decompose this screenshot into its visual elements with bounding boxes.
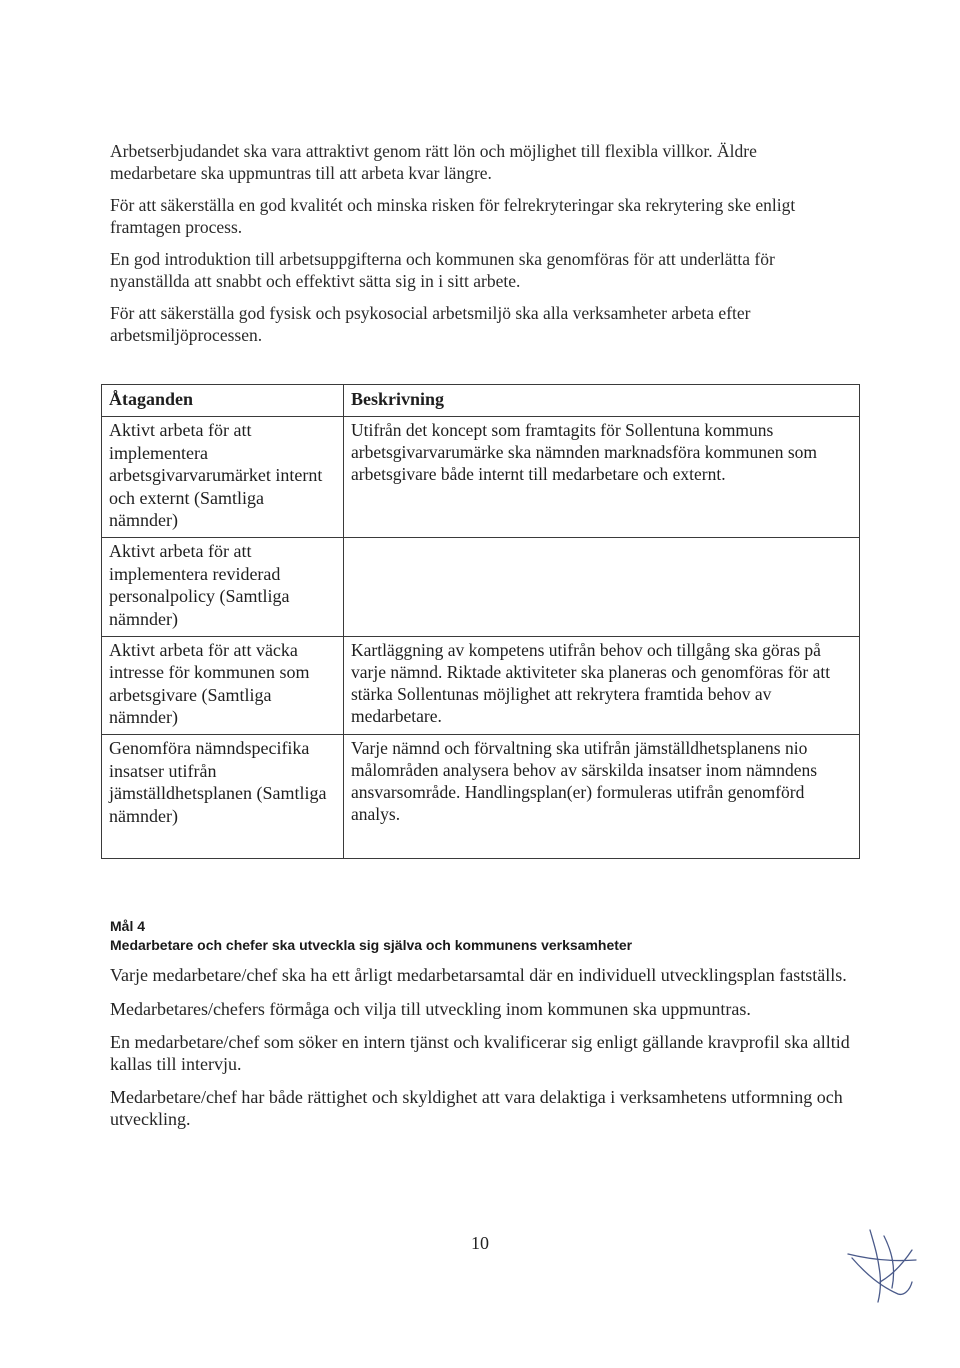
table-header-row [102, 385, 860, 417]
goal-number: Mål 4 [110, 918, 146, 934]
intro-paragraph: En god introduktion till arbetsuppgifterna och kommunen ska genomföras för att underlätta för nyanställda att snabbt och effektivt sätta sig in i sitt arbete. [110, 249, 775, 291]
goal-title: Medarbetare och chefer ska utveckla sig själva och kommunens verksamheter [110, 937, 633, 953]
goal-paragraph: Medarbetares/chefers förmåga och vilja till utveckling inom kommunen ska uppmuntras. [110, 998, 751, 1019]
description-cell: Utifrån det koncept som framtagits för Sollentuna kommuns arbetsgivarvarumärke ska nämnden marknadsföra kommunen som arbetsgivare både internt till medarbetare och externt. [344, 417, 860, 538]
description-cell: Varje nämnd och förvaltning ska utifrån jämställdhetsplanens nio målområden analysera behov av särskilda insatser inom nämndens ansvarsområde. Handlingsplan(er) formuleras utifrån genomförd analys. [344, 735, 860, 859]
table-row [102, 538, 860, 636]
table-row [102, 417, 860, 538]
intro-paragraph: Arbetserbjudandet ska vara attraktivt genom rätt lön och möjlighet till flexibla villkor. Äldre medarbetare ska uppmuntras till att arbeta kvar längre. [110, 141, 757, 183]
header-commitments: Åtaganden [102, 385, 344, 417]
commitment-cell: Aktivt arbeta för att väcka intresse för kommunen som arbetsgivare (Samtliga nämnder) [102, 636, 344, 734]
page-number: 10 [471, 1233, 489, 1253]
commitments-table [101, 384, 860, 859]
commitment-cell: Genomföra nämndspecifika insatser utifrån jämställdhetsplanen (Samtliga nämnder) [102, 735, 344, 859]
intro-paragraph: För att säkerställa en god kvalitét och minska risken för felrekryteringar ska rekrytering ske enligt framtagen process. [110, 195, 796, 237]
goal-section [110, 917, 850, 1142]
description-cell: Kartläggning av kompetens utifrån behov och tillgång ska göras på varje nämnd. Riktade aktiviteter ska planeras och genomföras för att stärka Sollentunas möjlighet att rekrytera framtida behov av medarbetare. [344, 636, 860, 734]
commitment-cell: Aktivt arbeta för att implementera arbetsgivarvarumärket internt och externt (Samtliga nämnder) [102, 417, 344, 538]
header-description: Beskrivning [344, 385, 860, 417]
goal-paragraph: Varje medarbetare/chef ska ha ett årligt medarbetarsamtal där en individuell utvecklingsplan fastställs. [110, 965, 847, 985]
description-cell [344, 538, 860, 636]
goal-paragraph: Medarbetare/chef har både rättighet och skyldighet att vara delaktiga i verksamhetens utformning och utveckling. [110, 1087, 843, 1129]
commitment-cell: Aktivt arbeta för att implementera reviderad personalpolicy (Samtliga nämnder) [102, 538, 344, 636]
intro-section [110, 140, 845, 356]
goal-paragraph: En medarbetare/chef som söker en intern tjänst och kvalificerar sig enligt gällande kravprofil ska alltid kallas till intervju. [110, 1032, 850, 1074]
intro-paragraph: För att säkerställa god fysisk och psykosocial arbetsmiljö ska alla verksamheter arbeta efter arbetsmiljöprocessen. [110, 303, 751, 345]
table-row [102, 735, 860, 859]
handwritten-initials-icon [840, 1222, 930, 1317]
table-row [102, 636, 860, 734]
